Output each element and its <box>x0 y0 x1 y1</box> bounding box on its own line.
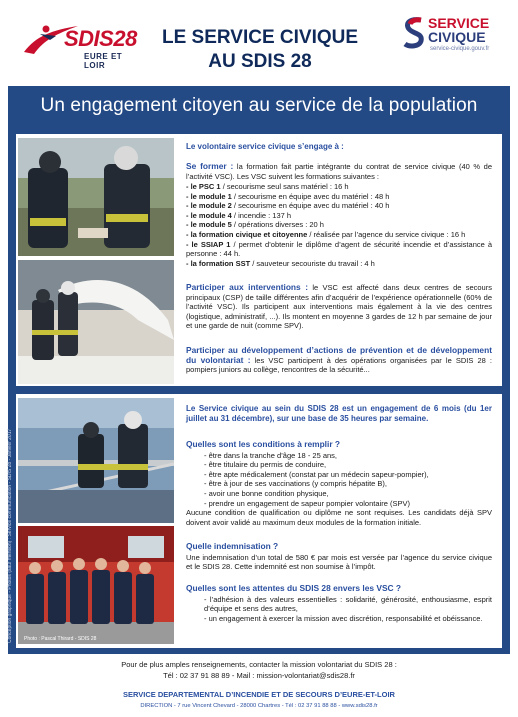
page-header <box>0 0 518 88</box>
footer-contact-intro: Pour de plus amples renseignements, contacter la mission volontariat du SDIS 28 : <box>121 660 397 669</box>
service-civique-logo <box>403 14 503 64</box>
side-credit <box>0 420 12 650</box>
training-label: Se former : <box>186 161 234 171</box>
service-civique-logo-line-1: SERVICE <box>428 15 490 31</box>
indemnisation-heading: Quelle indemnisation ? <box>186 541 279 551</box>
module-item: - le SSIAP 1 / permet d’obtenir le diplôme d’agent de sécurité incendie et d’assistance à personne : 44 h. <box>186 239 492 259</box>
module-item: - la formation civique et citoyenne / réalisée par l’agence du service civique : 16 h <box>186 229 466 239</box>
condition-item: - être dans la tranche d’âge 18 - 25 ans, <box>204 450 338 460</box>
attente-item: - l’adhésion à des valeurs essentielles : solidarité, générosité, enthousiasme, esprit d’équipe et sens des autres, <box>204 594 492 614</box>
side-credit-text: Conception graphique - Photos (sauf mention) : Service communication - SDIS 28 - Janvier 2017 <box>7 428 13 643</box>
photo-ladder-exercise <box>18 398 174 523</box>
condition-item: - être apte médicalement (constat par un médecin sapeur-pompier), <box>204 469 429 479</box>
page-title <box>150 26 370 74</box>
banner-slogan: Un engagement citoyen au service de la population <box>40 95 478 116</box>
module-item: - le module 1 / secourisme en équipe avec du matériel : 48 h <box>186 191 390 201</box>
interventions-label: Participer aux interventions : <box>186 282 309 292</box>
interventions-paragraph <box>186 283 492 331</box>
training-text: la formation fait partie intégrante du contrat de service civique (40 % de l’activité VSC). Les VSC suivent les formations suivantes : <box>186 162 493 181</box>
service-civique-s-icon <box>403 16 425 50</box>
service-civique-logo-line-2: CIVIQUE <box>428 29 486 45</box>
conditions-block <box>186 440 492 527</box>
module-item: - le module 5 / opérations diverses : 20 h <box>186 220 324 230</box>
service-civique-logo-url: service-civique.gouv.fr <box>430 46 490 52</box>
module-item: - le module 2 / secourisme en équipe avec du matériel : 40 h <box>186 201 390 211</box>
indemnisation-block <box>186 542 492 572</box>
attentes-heading: Quelles sont les attentes du SDIS 28 envers les VSC ? <box>186 583 402 593</box>
module-item: - la formation SST / sauveteur secouriste du travail : 4 h <box>186 258 375 268</box>
engagement-intro-text: Le Service civique au sein du SDIS 28 est un engagement de 6 mois (du 1er juillet au 31 décembre), sur une base de 35 heures par semaine. <box>186 404 492 424</box>
indemnisation-text: Une indemnisation d’un total de 580 € par mois est versée par l’agence du service civique et le SDIS 28. Cette indemnité est non soumise à l’impôt. <box>186 552 492 572</box>
attentes-list <box>186 595 492 624</box>
page-title-line-2: AU SDIS 28 <box>208 51 312 72</box>
footer-organization: SERVICE DEPARTEMENTAL D’INCENDIE ET DE SECOURS D’EURE-ET-LOIR <box>123 690 395 699</box>
conditions-note: Aucune condition de qualification ou diplôme ne sont requises. Les candidats déjà SPV doivent avoir validé au maximum deux modules de la formation initiale. <box>186 508 492 527</box>
interventions-text: le VSC est affecté dans deux centres de secours principaux (CSP) de taille différentes afin d’acquérir de l’expérience opérationnelle (60% de l’activité VSC). Ils participent aux interventions mais également à la vie des centres (logistique, administratif, ...). Ils montent en moyenne 3 gardes de 12 h par semaine de jour et une garde de nuit (comme SPV). <box>186 283 492 331</box>
attente-item: - un engagement à exercer la mission avec discrétion, responsabilité et obéissance. <box>204 613 483 623</box>
section1-heading: Le volontaire service civique s’engage à : <box>186 142 344 151</box>
prevention-label: Participer au développement d’actions de prévention et de développement du volontariat : <box>186 345 492 365</box>
training-modules-list <box>186 182 492 268</box>
condition-item: - prendre un engagement de sapeur pompier volontaire (SPV) <box>204 498 410 508</box>
module-item: - le module 4 / incendie : 137 h <box>186 210 292 220</box>
prevention-paragraph <box>186 346 492 375</box>
sdis28-logo <box>22 14 142 70</box>
footer-contact-details: Tél : 02 37 91 88 89 - Mail : mission-volontariat@sdis28.fr <box>163 671 355 680</box>
section1-heading-block <box>186 142 492 152</box>
conditions-heading: Quelles sont les conditions à remplir ? <box>186 439 341 449</box>
condition-item: - avoir une bonne condition physique, <box>204 488 329 498</box>
condition-item: - être à jour de ses vaccinations (y compris hépatite B), <box>204 479 387 489</box>
condition-item: - être titulaire du permis de conduire, <box>204 460 327 470</box>
engagement-intro <box>186 404 492 425</box>
sdis28-logo-name: SDIS28 <box>64 26 137 51</box>
photo-credit: Photo : Pascal Thirard - SDIS 28 <box>24 636 97 642</box>
training-paragraph <box>186 162 492 181</box>
page-footer <box>0 660 518 711</box>
photo-foam-training <box>18 260 174 384</box>
module-item: - le PSC 1 / secourisme seul sans matériel : 16 h <box>186 182 349 191</box>
conditions-list <box>186 451 492 509</box>
footer-address: DIRECTION - 7 rue Vincent Chevard - 28000 Chartres - Tél : 02 37 91 88 88 - www.sdis28.fr <box>140 703 378 709</box>
photo-firefighters-rescue <box>18 138 174 256</box>
page-title-line-1: LE SERVICE CIVIQUE <box>161 27 359 48</box>
prevention-text: les VSC participent à des opérations organisées par le SDIS 28 : pompiers juniors au collège, rencontres de la sécurité... <box>186 355 492 375</box>
sdis28-logo-subtitle: EURE ET LOIR <box>84 52 123 70</box>
photo-volunteers-group <box>18 526 174 644</box>
attentes-block <box>186 584 492 623</box>
